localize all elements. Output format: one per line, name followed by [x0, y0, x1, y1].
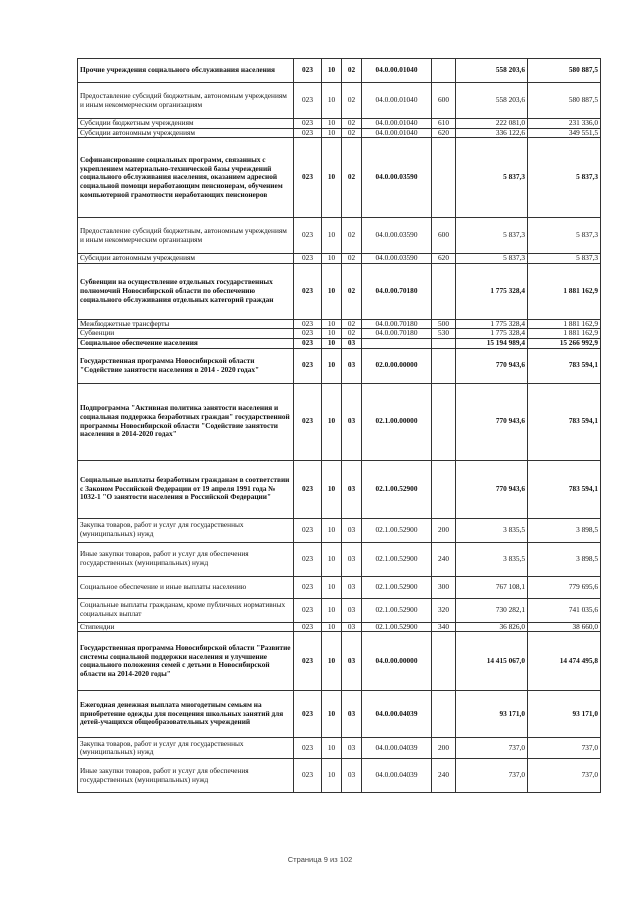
row-subsection: 03 — [342, 348, 362, 383]
row-subsection: 03 — [342, 738, 362, 759]
row-target-item: 04.0.00.03590 — [362, 218, 432, 254]
row-expense-type: 600 — [432, 218, 456, 254]
row-subsection: 03 — [342, 622, 362, 632]
row-expense-type: 620 — [432, 128, 456, 138]
row-amount-year1: 730 282,1 — [456, 598, 528, 622]
row-amount-year1: 770 943,6 — [456, 348, 528, 383]
row-amount-year1: 558 203,6 — [456, 59, 528, 83]
row-grbs: 023 — [294, 518, 322, 542]
row-name: Субвенции на осуществление отдельных государственных полномочий Новосибирской области по обеспечению социального обслуживания отдельных категорий граждан — [78, 263, 294, 319]
row-grbs: 023 — [294, 598, 322, 622]
row-amount-year1: 14 415 067,0 — [456, 632, 528, 691]
table-row — [78, 138, 601, 218]
row-subsection: 02 — [342, 59, 362, 83]
row-amount-year1: 336 122,6 — [456, 128, 528, 138]
row-amount-year2: 3 898,5 — [528, 518, 601, 542]
row-amount-year2: 1 881 162,9 — [528, 319, 601, 329]
table-row — [78, 338, 601, 348]
page-footer: Страница 9 из 102 — [287, 855, 353, 864]
row-grbs: 023 — [294, 128, 322, 138]
row-target-item: 02.1.00.52900 — [362, 598, 432, 622]
row-subsection: 03 — [342, 691, 362, 738]
table-row — [78, 254, 601, 264]
row-expense-type — [432, 59, 456, 83]
row-subsection: 03 — [342, 576, 362, 598]
row-name: Предоставление субсидий бюджетным, автономным учреждениям и иным некоммерческим организациям — [78, 218, 294, 254]
row-target-item: 04.0.00.70180 — [362, 263, 432, 319]
row-amount-year2: 737,0 — [528, 759, 601, 793]
row-target-item: 02.1.00.00000 — [362, 383, 432, 460]
row-name: Социальные выплаты гражданам, кроме публичных нормативных социальных выплат — [78, 598, 294, 622]
row-expense-type — [432, 348, 456, 383]
row-grbs: 023 — [294, 83, 322, 119]
row-subsection: 03 — [342, 759, 362, 793]
row-subsection: 02 — [342, 319, 362, 329]
row-amount-year1: 5 837,3 — [456, 254, 528, 264]
row-expense-type: 200 — [432, 738, 456, 759]
row-amount-year2: 580 887,5 — [528, 59, 601, 83]
row-section: 10 — [322, 138, 342, 218]
row-amount-year2: 779 695,6 — [528, 576, 601, 598]
row-subsection: 03 — [342, 460, 362, 518]
row-amount-year1: 770 943,6 — [456, 383, 528, 460]
row-expense-type: 500 — [432, 319, 456, 329]
table-row — [78, 576, 601, 598]
row-grbs: 023 — [294, 138, 322, 218]
row-section: 10 — [322, 622, 342, 632]
row-name: Закупка товаров, работ и услуг для государственных (муниципальных) нужд — [78, 518, 294, 542]
table-row — [78, 598, 601, 622]
row-target-item: 04.0.00.01040 — [362, 128, 432, 138]
row-grbs: 023 — [294, 338, 322, 348]
row-amount-year2: 580 887,5 — [528, 83, 601, 119]
row-grbs: 023 — [294, 348, 322, 383]
row-amount-year2: 741 035,6 — [528, 598, 601, 622]
row-grbs: 023 — [294, 263, 322, 319]
row-name: Субсидии автономным учреждениям — [78, 254, 294, 264]
row-grbs: 023 — [294, 632, 322, 691]
row-target-item: 02.1.00.52900 — [362, 622, 432, 632]
row-target-item: 02.1.00.52900 — [362, 542, 432, 576]
row-section: 10 — [322, 518, 342, 542]
row-amount-year1: 3 835,5 — [456, 518, 528, 542]
row-expense-type — [432, 383, 456, 460]
row-section: 10 — [322, 383, 342, 460]
row-name: Предоставление субсидий бюджетным, автономным учреждениям и иным некоммерческим организациям — [78, 83, 294, 119]
row-amount-year1: 5 837,3 — [456, 218, 528, 254]
row-section: 10 — [322, 576, 342, 598]
row-amount-year2: 1 881 162,9 — [528, 329, 601, 339]
row-subsection: 02 — [342, 128, 362, 138]
row-expense-type: 600 — [432, 83, 456, 119]
row-target-item: 04.0.00.04039 — [362, 691, 432, 738]
row-expense-type — [432, 632, 456, 691]
row-expense-type: 610 — [432, 119, 456, 129]
table-row — [78, 263, 601, 319]
row-amount-year2: 93 171,0 — [528, 691, 601, 738]
row-name: Стипендии — [78, 622, 294, 632]
row-amount-year1: 5 837,3 — [456, 138, 528, 218]
row-grbs: 023 — [294, 576, 322, 598]
row-name: Софинансирование социальных программ, связанных с укреплением материально-технической базы учреждений социального обслуживания населения, оказанием адресной социальной помощи неработающим пенсионерам, обучением компьютерной грамотности неработающих пенсионеров — [78, 138, 294, 218]
row-amount-year2: 5 837,3 — [528, 218, 601, 254]
row-section: 10 — [322, 691, 342, 738]
row-name: Социальное обеспечение населения — [78, 338, 294, 348]
row-section: 10 — [322, 632, 342, 691]
row-target-item: 04.0.00.04039 — [362, 738, 432, 759]
row-grbs: 023 — [294, 460, 322, 518]
row-amount-year1: 1 775 328,4 — [456, 329, 528, 339]
row-name: Ежегодная денежная выплата многодетным семьям на приобретение одежды для посещения школьных занятий для детей-учащихся общеобразовательных учреждений — [78, 691, 294, 738]
row-expense-type — [432, 691, 456, 738]
row-target-item: 04.0.00.70180 — [362, 329, 432, 339]
budget-table — [77, 58, 601, 793]
row-section: 10 — [322, 598, 342, 622]
row-grbs: 023 — [294, 329, 322, 339]
row-amount-year1: 3 835,5 — [456, 542, 528, 576]
row-target-item: 04.0.00.03590 — [362, 138, 432, 218]
table-row — [78, 128, 601, 138]
row-name: Закупка товаров, работ и услуг для государственных (муниципальных) нужд — [78, 738, 294, 759]
row-amount-year2: 3 898,5 — [528, 542, 601, 576]
row-grbs: 023 — [294, 59, 322, 83]
table-row — [78, 632, 601, 691]
row-subsection: 02 — [342, 119, 362, 129]
row-section: 10 — [322, 128, 342, 138]
row-grbs: 023 — [294, 254, 322, 264]
table-row — [78, 542, 601, 576]
row-section: 10 — [322, 254, 342, 264]
row-amount-year2: 38 660,0 — [528, 622, 601, 632]
row-grbs: 023 — [294, 759, 322, 793]
row-target-item — [362, 338, 432, 348]
row-name: Субвенции — [78, 329, 294, 339]
row-amount-year2: 783 594,1 — [528, 383, 601, 460]
row-subsection: 02 — [342, 138, 362, 218]
row-section: 10 — [322, 329, 342, 339]
row-amount-year1: 767 108,1 — [456, 576, 528, 598]
row-amount-year1: 222 081,0 — [456, 119, 528, 129]
row-target-item: 02.1.00.52900 — [362, 460, 432, 518]
row-amount-year1: 737,0 — [456, 759, 528, 793]
row-subsection: 03 — [342, 338, 362, 348]
row-name: Межбюджетные трансферты — [78, 319, 294, 329]
table-row — [78, 759, 601, 793]
row-subsection: 03 — [342, 598, 362, 622]
row-expense-type: 320 — [432, 598, 456, 622]
row-grbs: 023 — [294, 119, 322, 129]
row-target-item: 02.0.00.00000 — [362, 348, 432, 383]
row-subsection: 02 — [342, 254, 362, 264]
row-section: 10 — [322, 83, 342, 119]
row-grbs: 023 — [294, 738, 322, 759]
row-grbs: 023 — [294, 542, 322, 576]
row-name: Субсидии бюджетным учреждениям — [78, 119, 294, 129]
row-amount-year1: 770 943,6 — [456, 460, 528, 518]
table-row — [78, 691, 601, 738]
row-amount-year1: 36 826,0 — [456, 622, 528, 632]
row-amount-year2: 15 266 992,9 — [528, 338, 601, 348]
table-row — [78, 59, 601, 83]
row-section: 10 — [322, 348, 342, 383]
row-expense-type — [432, 263, 456, 319]
row-name: Социальное обеспечение и иные выплаты населению — [78, 576, 294, 598]
budget-table-body — [78, 59, 601, 793]
row-target-item: 04.0.00.01040 — [362, 83, 432, 119]
row-section: 10 — [322, 738, 342, 759]
table-row — [78, 218, 601, 254]
row-target-item: 04.0.00.00000 — [362, 632, 432, 691]
row-name: Прочие учреждения социального обслуживания населения — [78, 59, 294, 83]
row-target-item: 04.0.00.01040 — [362, 59, 432, 83]
row-amount-year2: 5 837,3 — [528, 254, 601, 264]
row-amount-year2: 1 881 162,9 — [528, 263, 601, 319]
row-section: 10 — [322, 119, 342, 129]
table-row — [78, 348, 601, 383]
row-subsection: 02 — [342, 329, 362, 339]
row-expense-type: 240 — [432, 759, 456, 793]
table-row — [78, 383, 601, 460]
table-row — [78, 319, 601, 329]
row-target-item: 04.0.00.01040 — [362, 119, 432, 129]
row-subsection: 03 — [342, 383, 362, 460]
row-amount-year1: 1 775 328,4 — [456, 319, 528, 329]
row-expense-type — [432, 138, 456, 218]
row-target-item: 04.0.00.70180 — [362, 319, 432, 329]
row-subsection: 03 — [342, 518, 362, 542]
row-expense-type: 530 — [432, 329, 456, 339]
row-name: Государственная программа Новосибирской области "Развитие системы социальной поддержки населения и улучшение социального положения семей с детьми в Новосибирской области на 2014-2020 годы" — [78, 632, 294, 691]
table-row — [78, 119, 601, 129]
row-amount-year1: 1 775 328,4 — [456, 263, 528, 319]
row-name: Государственная программа Новосибирской области "Содействие занятости населения в 2014 - 2020 годах" — [78, 348, 294, 383]
row-name: Подпрограмма "Активная политика занятости населения и социальная поддержка безработных граждан" государственной программы Новосибирской области "Содействие занятости населения в 2014-2020 годах" — [78, 383, 294, 460]
table-row — [78, 622, 601, 632]
row-section: 10 — [322, 319, 342, 329]
row-amount-year2: 783 594,1 — [528, 460, 601, 518]
table-row — [78, 83, 601, 119]
row-amount-year1: 93 171,0 — [456, 691, 528, 738]
row-name: Иные закупки товаров, работ и услуг для обеспечения государственных (муниципальных) нужд — [78, 542, 294, 576]
row-subsection: 03 — [342, 632, 362, 691]
row-section: 10 — [322, 759, 342, 793]
row-amount-year2: 349 551,5 — [528, 128, 601, 138]
table-row — [78, 518, 601, 542]
row-expense-type: 620 — [432, 254, 456, 264]
row-grbs: 023 — [294, 319, 322, 329]
row-amount-year2: 783 594,1 — [528, 348, 601, 383]
row-subsection: 02 — [342, 218, 362, 254]
row-expense-type: 240 — [432, 542, 456, 576]
row-section: 10 — [322, 59, 342, 83]
row-grbs: 023 — [294, 691, 322, 738]
row-subsection: 02 — [342, 263, 362, 319]
row-name: Социальные выплаты безработным гражданам в соответствии с Законом Российской Федерации от 19 апреля 1991 года № 1032-1 "О занятости населения в Российской Федерации" — [78, 460, 294, 518]
row-expense-type — [432, 338, 456, 348]
row-target-item: 02.1.00.52900 — [362, 518, 432, 542]
row-grbs: 023 — [294, 218, 322, 254]
row-expense-type: 340 — [432, 622, 456, 632]
row-amount-year2: 231 336,0 — [528, 119, 601, 129]
row-amount-year2: 14 474 495,8 — [528, 632, 601, 691]
row-section: 10 — [322, 338, 342, 348]
row-subsection: 03 — [342, 542, 362, 576]
row-section: 10 — [322, 460, 342, 518]
row-section: 10 — [322, 218, 342, 254]
row-grbs: 023 — [294, 622, 322, 632]
row-section: 10 — [322, 263, 342, 319]
row-target-item: 02.1.00.52900 — [362, 576, 432, 598]
row-grbs: 023 — [294, 383, 322, 460]
row-amount-year1: 737,0 — [456, 738, 528, 759]
row-amount-year2: 737,0 — [528, 738, 601, 759]
row-name: Иные закупки товаров, работ и услуг для обеспечения государственных (муниципальных) нужд — [78, 759, 294, 793]
table-row — [78, 460, 601, 518]
table-row — [78, 738, 601, 759]
row-expense-type: 300 — [432, 576, 456, 598]
row-expense-type: 200 — [432, 518, 456, 542]
row-section: 10 — [322, 542, 342, 576]
row-amount-year1: 15 194 989,4 — [456, 338, 528, 348]
table-row — [78, 329, 601, 339]
row-name: Субсидии автономным учреждениям — [78, 128, 294, 138]
row-amount-year1: 558 203,6 — [456, 83, 528, 119]
row-expense-type — [432, 460, 456, 518]
row-subsection: 02 — [342, 83, 362, 119]
row-amount-year2: 5 837,3 — [528, 138, 601, 218]
row-target-item: 04.0.00.03590 — [362, 254, 432, 264]
row-target-item: 04.0.00.04039 — [362, 759, 432, 793]
